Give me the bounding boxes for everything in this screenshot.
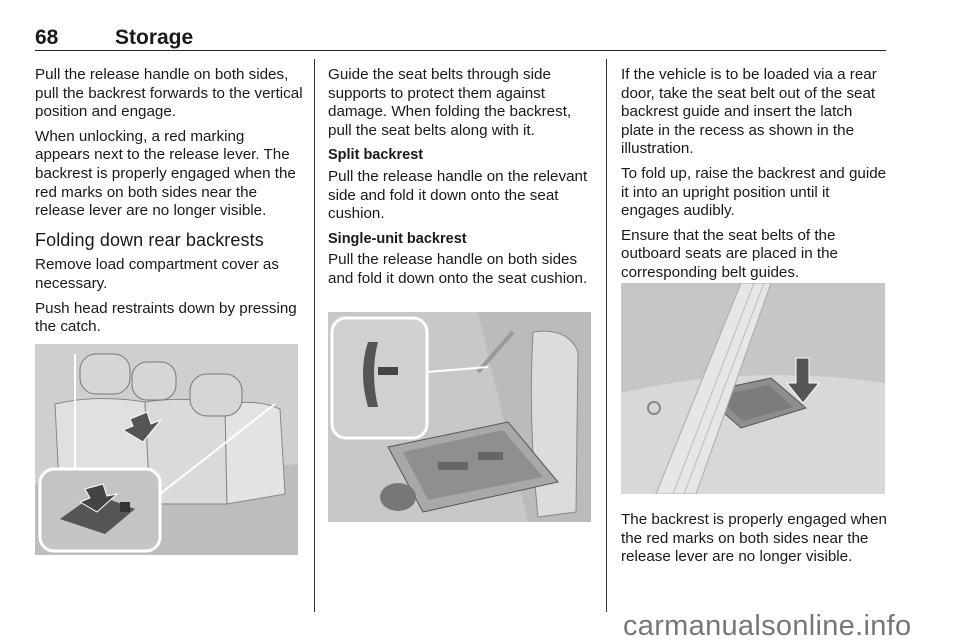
- section-title: Storage: [115, 26, 194, 49]
- section-heading: Folding down rear backrests: [35, 229, 264, 250]
- paragraph: Remove load compartment cover as necessary.: [35, 256, 279, 292]
- paragraph: When unlocking, a red marking appears next to the release lever. The backrest is properly engaged when the red marks on both sides near the release lever are no longer visible.: [35, 127, 296, 220]
- column-divider-2: [606, 59, 607, 612]
- paragraph: Guide the seat belts through side supports to protect them against damage. When folding the backrest, pull the seat belts along with it.: [328, 66, 572, 139]
- subheading: Single-unit backrest: [328, 230, 467, 247]
- paragraph: Pull the release handle on both sides and fold it down onto the seat cushion.: [328, 251, 588, 287]
- paragraph: Push head restraints down by pressing the catch.: [35, 299, 297, 336]
- column-3-bottom: [621, 511, 889, 573]
- paragraph: If the vehicle is to be loaded via a rear door, take the seat belt out of the seat backrest guide and insert the latch plate in the recess as shown in the illustration.: [621, 66, 877, 158]
- paragraph: Pull the release handle on the relevant side and fold it down onto the seat cushion.: [328, 167, 588, 223]
- figure-belt-guide: [621, 283, 885, 494]
- column-2: [328, 66, 596, 295]
- column-1: [35, 66, 303, 343]
- paragraph: The backrest is properly engaged when the red marks on both sides near the release lever are no longer visible.: [621, 511, 887, 566]
- paragraph: To fold up, raise the backrest and guide it into an upright position until it engages audibly.: [621, 164, 887, 220]
- figure-folded-backrest: [328, 312, 591, 522]
- figure-head-restraints: [35, 344, 298, 555]
- watermark: carmanualsonline.info: [623, 610, 912, 642]
- subheading: Split backrest: [328, 147, 424, 164]
- paragraph: Pull the release handle on both sides, pull the backrest forwards to the vertical position and engage.: [35, 66, 303, 121]
- column-divider-1: [314, 59, 315, 612]
- paragraph: Ensure that the seat belts of the outboard seats are placed in the corresponding belt guides.: [621, 226, 838, 281]
- page-number: 68: [35, 26, 59, 49]
- column-3: [621, 66, 889, 289]
- page-header: [35, 26, 886, 51]
